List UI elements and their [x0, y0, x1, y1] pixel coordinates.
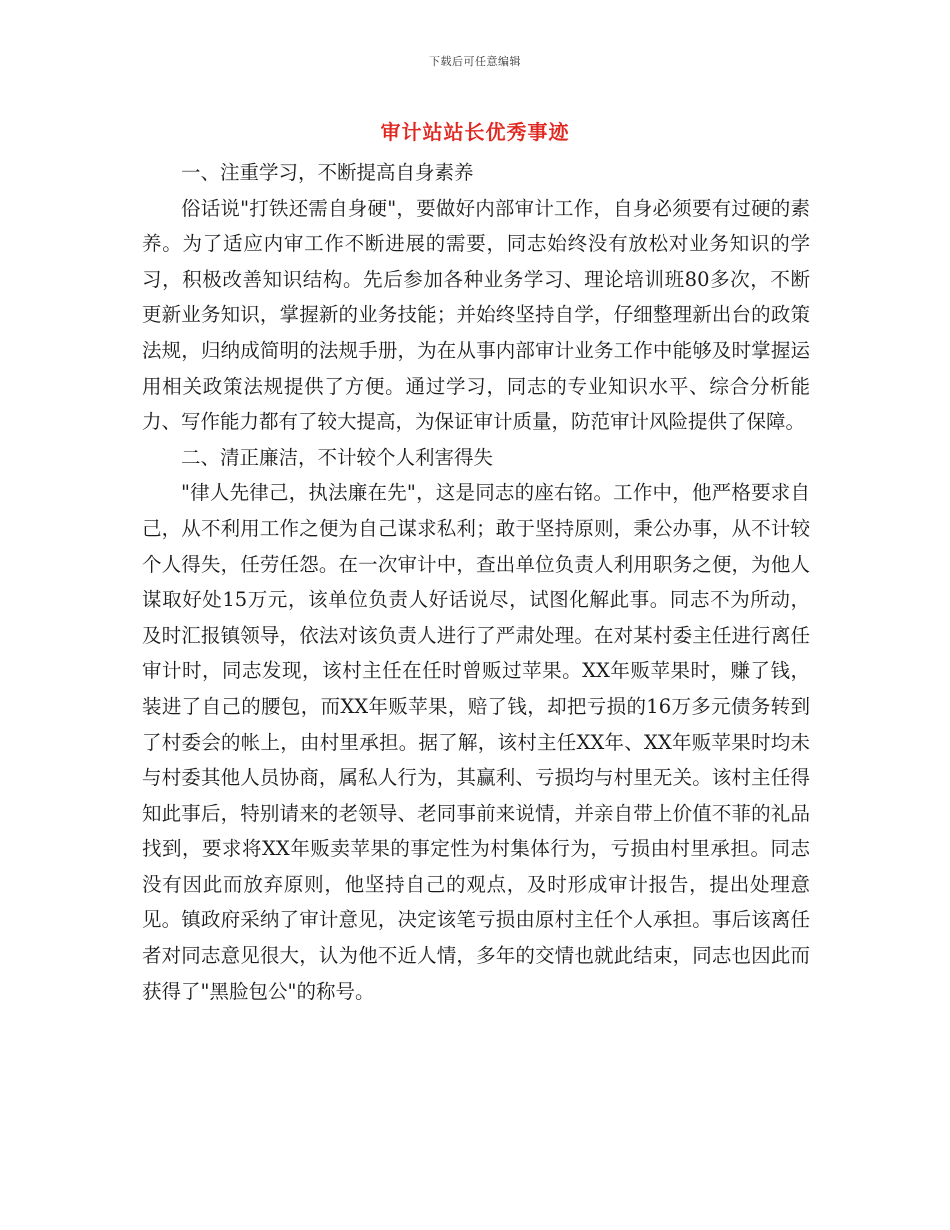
header-note: 下载后可任意编辑 — [429, 55, 521, 68]
paragraph-2: "律人先律己，执法廉在先"，这是同志的座右铭。工作中，他严格要求自己，从不利用工作之便为自己谋求私利；敢于坚持原则，秉公办事，从不计较个人得失，任劳任怨。在一次审计中，查出单位负责人利用职务之便，为他人谋取好处15万元，该单位负责人好话说尽，试图化解此事。同志不为所动，及时汇报镇领导，依法对该负责人进行了严肃处理。在对某村委主任进行离任审计时，同志发现，该村主任在任时曾贩过苹果。XX年贩苹果时，赚了钱，装进了自己的腰包，而XX年贩苹果，赔了钱，却把亏损的16万多元债务转到了村委会的帐上，由村里承担。据了解，该村主任XX年、XX年贩苹果时均未与村委其他人员协商，属私人行为，其赢利、亏损均与村里无关。该村主任得知此事后，特别请来的老领导、老同事前来说情，并亲自带上价值不菲的礼品找到，要求将XX年贩卖苹果的事定性为村集体行为，亏损由村里承担。同志没有因此而放弃原则，他坚持自己的观点，及时形成审计报告，提出处理意见。镇政府采纳了审计意见，决定该笔亏损由原村主任个人承担。事后该离任者对同志意见很大，认为他不近人情，多年的交情也就此结束，同志也因此而获得了"黑脸包公"的称号。 — [142, 481, 810, 1003]
document-body — [142, 155, 810, 1009]
paragraph-1: 俗话说"打铁还需自身硬"，要做好内部审计工作，自身必须要有过硬的素养。为了适应内审工作不断进展的需要，同志始终没有放松对业务知识的学习，积极改善知识结构。先后参加各种业务学习、理论培训班80多次，不断更新业务知识，掌握新的业务技能；并始终坚持自学，仔细整理新出台的政策法规，归纳成简明的法规手册，为在从事内部审计业务工作中能够及时掌握运用相关政策法规提供了方便。通过学习，同志的专业知识水平、综合分析能力、写作能力都有了较大提高，为保证审计质量，防范审计风险提供了保障。 — [142, 196, 810, 434]
section-heading-2: 二、清正廉洁，不计较个人利害得失 — [181, 445, 494, 469]
document-title: 审计站站长优秀事迹 — [380, 120, 570, 144]
section-heading-1: 一、注重学习，不断提高自身素养 — [181, 161, 474, 184]
